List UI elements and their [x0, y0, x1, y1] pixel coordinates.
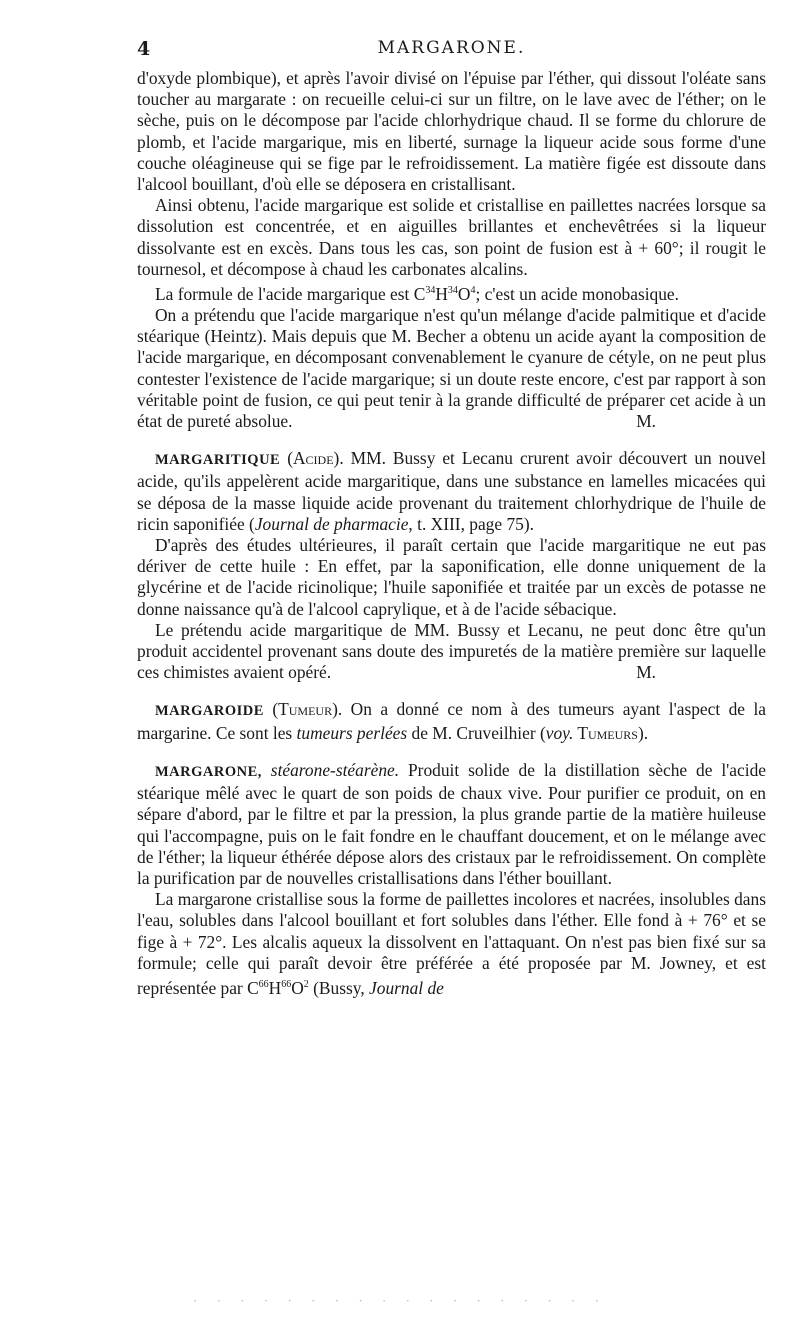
running-title: MARGARONE. — [377, 38, 526, 58]
page-bottom-artifacts: · · · · · · · · · · · · · · · · · · — [193, 1294, 607, 1308]
entry-margarone — [137, 760, 766, 999]
paragraph-oxyde: d'oxyde plombique), et après l'avoir divisé on l'épuise par l'éther, qui dissout l'oléate sans toucher au margarate : on recueille celui-ci sur un filtre, on le lave avec de l'éther; on le sèche, puis on le décompose par l'acide chlorhydrique chaud. Il se forme du chlorure de plomb, et l'acide margarique, mis en liberté, surnage la liqueur acide sous forme d'une couche oléagineuse qui se fige par le refroidissement. La matière figée est dissoute dans l'alcool bouillant, d'où elle se déposera en cristallisant. — [137, 68, 766, 195]
paragraph-formula: La formule de l'acide margarique est $C^{34}H^{34}O^4$; c'est un acide monobasique. — [155, 283, 680, 304]
body-text — [137, 68, 766, 999]
entry-margaritique — [137, 448, 766, 683]
entry-margaritique-para3: Le prétendu acide margaritique de MM. Bussy et Lecanu, ne peut donc être qu'un produit accidentel provenant sans doute des impuretés de la matière première sur laquelle ces chimistes avaient opéré. M. — [137, 619, 766, 683]
entry-margaritique-para2: D'après des études ultérieures, il paraît certain que l'acide margaritique ne eut pas dériver de cette huile : En effet, par la saponification, elle donne uniquement de la glycérine et de l'acide ricinolique; l'huile saponifiée et traitée par un excès de potasse ne donne naissance qu'à de l'alcool caprylique, et à de l'acide sébacique. — [137, 535, 766, 619]
signature: M. — [636, 411, 656, 432]
page-header — [137, 38, 766, 64]
paragraph-heintz: On a prétendu que l'acide margarique n'est qu'un mélange d'acide palmitique et d'acide stéarique (Heintz). Mais depuis que M. Becher a obtenu un acide ayant la composition de l'acide margarique, en décomposant convenablement le cyanure de cétyle, on ne peut plus contester l'existence de l'acide margarique; si un doute reste encore, c'est par rapport à son véritable point de fusion, ce qui peut tenir à la grande difficulté de préparer cet acide à un état de pureté absolue. M. — [137, 305, 766, 432]
entry-margaroide-para: MARGAROIDE (Tumeur). On a donné ce nom à des tumeurs ayant l'aspect de la margarine. Ce sont les tumeurs perlées de M. Cruveilhier (voy. Tumeurs). — [137, 699, 766, 743]
page-number: 4 — [137, 38, 151, 60]
entry-margaritique-para1: MARGARITIQUE (Acide). MM. Bussy et Lecanu crurent avoir découvert un nouvel acide, qu'ils appelèrent acide margaritique, dans une substance en lamelles micacées qui se déposa de la masse liquide acide provenant du traitement chlorhydrique de l'huile de ricin saponifiée (Journal de pharmacie, t. XIII, page 75). — [137, 448, 766, 534]
headword-margaroide: MARGAROIDE — [155, 703, 264, 720]
entry-margaroide — [137, 699, 766, 743]
entry-margarone-para2: La margarone cristallise sous la forme de paillettes incolores et nacrées, insolubles dans l'eau, solubles dans l'alcool bouillant et fort solubles dans l'éther. Elle fond à + 76° et se fige à + 72°. Les alcalis aqueux la dissolvent en l'attaquant. On n'est pas bien fixé sur sa formule; celle qui paraît devoir être préférée a été proposée par M. Jowney, et est représentée par $C^{66}H^{66}O^2$ (Bussy, Journal de — [137, 889, 766, 998]
entry-margarone-para1: MARGARONE, stéarone-stéarène. Produit solide de la distillation sèche de l'acide stéarique mêlé avec le quart de son poids de chaux vive. Pour purifier ce produit, on en sépare d'abord, par le filtre et par la pression, la plus grande partie de la matière huileuse qui l'accompagne, puis on le fait fondre en le chauffant doucement, et on le mélange avec de l'éther; la liqueur éthérée dépose alors des cristaux par le refroidissement. On complète la purification par de nouvelles cristallisations dans l'éther bouillant. — [137, 759, 766, 888]
headword-margaritique: MARGARITIQUE — [155, 452, 281, 469]
signature: M. — [636, 662, 656, 683]
paragraph-ainsi-obtenu: Ainsi obtenu, l'acide margarique est solide et cristallise en paillettes nacrées lorsque sa dissolution est concentrée, et en aiguilles brillantes et enchevêtrées si la liqueur dissolvante est en excès. Dans tous les cas, son point de fusion est à + 60°; il rougit le tournesol, et décompose à chaud les carbonates alcalins. — [137, 195, 766, 279]
headword-margarone: MARGARONE, — [155, 763, 262, 780]
